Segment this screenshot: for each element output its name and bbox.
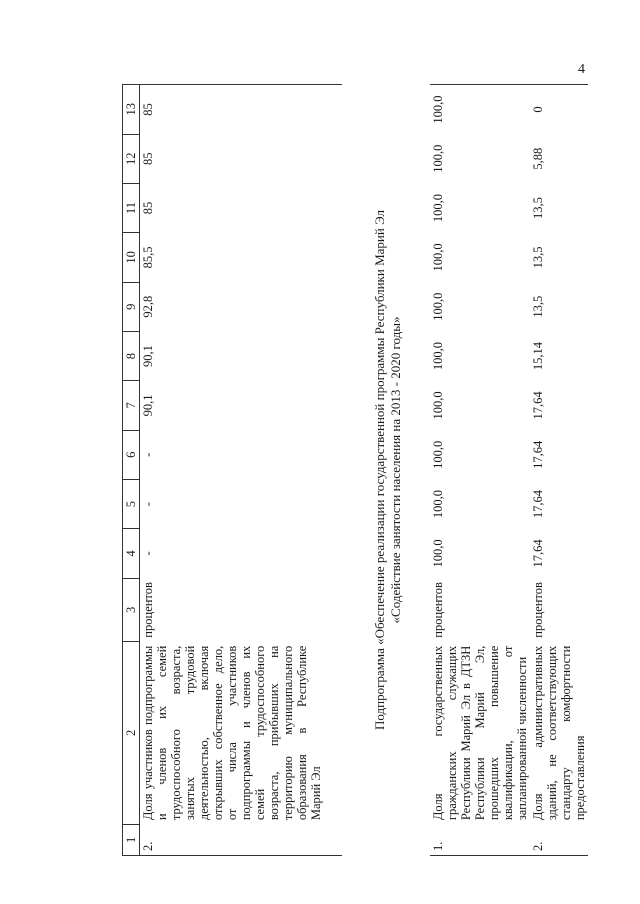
value-cell: 92,8 bbox=[141, 295, 155, 318]
value-cell: - bbox=[141, 452, 155, 457]
value-cell: - bbox=[141, 551, 155, 556]
column-header: 13 bbox=[123, 85, 140, 135]
subprogram-title-line-1: Подпрограмма «Обеспечение реализации государственной программы Республики Марий Эл bbox=[372, 210, 387, 730]
value-cell: 85 bbox=[141, 201, 155, 215]
value-cell: 13,5 bbox=[531, 295, 545, 318]
column-header: 9 bbox=[123, 282, 140, 331]
unit-cell: процентов bbox=[431, 582, 445, 638]
column-header: 6 bbox=[123, 430, 140, 479]
value-cell: 85 bbox=[140, 85, 343, 135]
table-row bbox=[140, 85, 343, 856]
unit-cell: процентов bbox=[531, 582, 545, 638]
value-cell: 17,64 bbox=[531, 539, 545, 568]
subprogram-heading-row bbox=[342, 85, 430, 856]
value-cell: 100,0 bbox=[431, 440, 445, 469]
column-header: 4 bbox=[123, 529, 140, 578]
value-cell: 100,0 bbox=[431, 292, 445, 321]
value-cell: 100,0 bbox=[431, 539, 445, 568]
value-cell: 17,64 bbox=[531, 391, 545, 420]
indicator-text: Доля государственных гражданских служащих Республики Марий Эл в ДТЗН Республики Марий Эл, прошедших повышение квалификации, от запланированной численности bbox=[431, 645, 529, 821]
value-cell: 17,64 bbox=[531, 440, 545, 469]
rotated-table-sheet bbox=[122, 84, 587, 856]
column-header: 5 bbox=[123, 479, 140, 528]
row-number: 1. bbox=[430, 824, 530, 855]
column-header: 10 bbox=[123, 233, 140, 282]
column-header: 11 bbox=[123, 183, 140, 232]
value-cell: 90,1 bbox=[141, 394, 155, 417]
row-number: 2. bbox=[140, 824, 343, 855]
value-cell: 100,0 bbox=[431, 490, 445, 519]
column-header: 8 bbox=[123, 331, 140, 380]
subprogram-heading bbox=[342, 85, 430, 856]
table-row bbox=[530, 85, 588, 856]
value-cell: 13,5 bbox=[531, 197, 545, 219]
column-header: 1 bbox=[123, 824, 140, 855]
value-cell: 100,0 bbox=[431, 243, 445, 272]
value-cell: 17,64 bbox=[531, 490, 545, 519]
column-header: 12 bbox=[123, 134, 140, 183]
page-number: 4 bbox=[578, 62, 585, 77]
column-header: 3 bbox=[123, 578, 140, 642]
value-cell: - bbox=[141, 502, 155, 507]
value-cell: 15,14 bbox=[531, 342, 545, 371]
indicator-text: Доля административных зданий, не соответствующих стандарту комфортности предоставления bbox=[531, 645, 587, 821]
unit-cell: процентов bbox=[141, 582, 155, 638]
value-cell: 85 bbox=[141, 152, 155, 165]
value-cell: 13,5 bbox=[531, 246, 545, 269]
value-cell: 100,0 bbox=[430, 85, 530, 135]
column-number-header bbox=[123, 85, 140, 856]
row-number: 2. bbox=[530, 824, 588, 855]
column-header: 2 bbox=[123, 642, 140, 824]
value-cell: 85,5 bbox=[141, 246, 155, 269]
value-cell: 100,0 bbox=[431, 144, 445, 173]
value-cell: 5,88 bbox=[531, 147, 545, 170]
indicators-table bbox=[122, 84, 588, 856]
table-row bbox=[430, 85, 530, 856]
value-cell: 0 bbox=[530, 85, 588, 135]
value-cell: 100,0 bbox=[431, 391, 445, 420]
indicator-text: Доля участников подпрограммы и членов их семей трудоспособного возраста, занятых трудовой деятельностью, включая открывших собственное дело, от числа участников подпрограммы и членов их семей трудоспособного возраста, прибывших на территорию муниципального образования в Республике Марий Эл bbox=[141, 645, 323, 821]
value-cell: 100,0 bbox=[431, 342, 445, 371]
subprogram-title-line-2: «Содействие занятости населения на 2013 - 2020 годы» bbox=[388, 316, 403, 624]
value-cell: 90,1 bbox=[141, 345, 155, 367]
value-cell: 100,0 bbox=[431, 193, 445, 223]
column-header: 7 bbox=[123, 381, 140, 430]
